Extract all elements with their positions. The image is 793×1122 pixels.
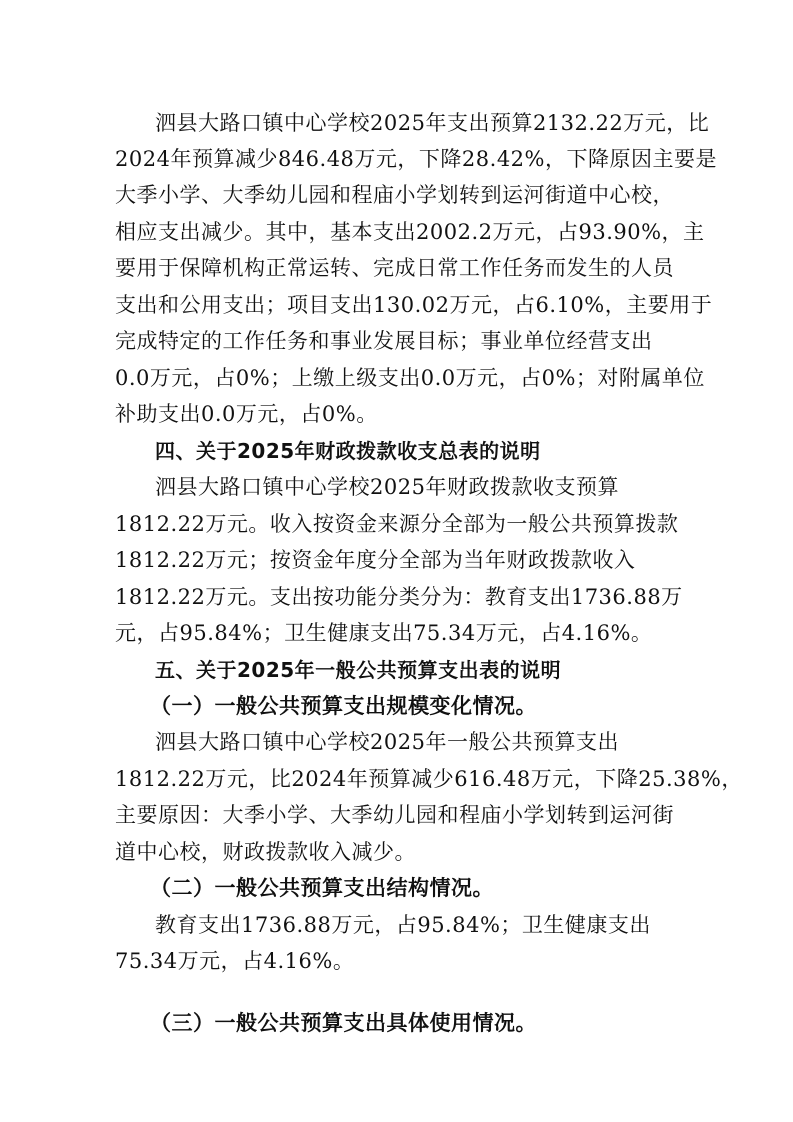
paragraph-line: 0.0万元，占0%；上缴上级支出0.0万元，占0%；对附属单位 [115,366,705,390]
paragraph-line: 完成特定的工作任务和事业发展目标；事业单位经营支出 [115,329,653,353]
paragraph-line: 泗县大路口镇中心学校2025年支出预算2132.22万元，比 [155,111,710,135]
paragraph-line: 1812.22万元，比2024年预算减少616.48万元，下降25.38%， [115,767,743,791]
paragraph-line: 主要原因：大季小学、大季幼儿园和程庙小学划转到运河街 [115,803,674,827]
subsection-heading: （一）一般公共预算支出规模变化情况。 [150,693,537,718]
paragraph-line: 1812.22万元；按资金年度分全部为当年财政拨款收入 [115,548,636,572]
section-heading: 四、关于2025年财政拨款收支总表的说明 [155,439,541,463]
section-heading: 五、关于2025年一般公共预算支出表的说明 [155,658,562,682]
paragraph-line: 元，占95.84%；卫生健康支出75.34万元，占4.16%。 [115,621,653,645]
paragraph-line: 1812.22万元。支出按功能分类分为：教育支出1736.88万 [115,585,683,609]
paragraph-line: 教育支出1736.88万元，占95.84%；卫生健康支出 [155,913,651,937]
paragraph-line: 泗县大路口镇中心学校2025年财政拨款收支预算 [155,475,619,499]
paragraph-line: 道中心校，财政拨款收入减少。 [115,840,416,864]
subsection-heading: （二）一般公共预算支出结构情况。 [150,875,494,900]
paragraph-line: 要用于保障机构正常运转、完成日常工作任务而发生的人员 [115,256,674,280]
paragraph-line: 1812.22万元。收入按资金来源分全部为一般公共预算拨款 [115,512,679,536]
paragraph-line: 2024年预算减少846.48万元，下降28.42%，下降原因主要是 [115,147,717,171]
paragraph-line: 相应支出减少。其中，基本支出2002.2万元，占93.90%，主 [115,220,705,244]
paragraph-line: 泗县大路口镇中心学校2025年一般公共预算支出 [155,730,619,754]
paragraph-line: 大季小学、大季幼儿园和程庙小学划转到运河街道中心校， [115,183,674,207]
subsection-heading: （三）一般公共预算支出具体使用情况。 [150,1010,537,1035]
paragraph-line: 支出和公用支出；项目支出130.02万元，占6.10%，主要用于 [115,293,713,317]
paragraph-line: 补助支出0.0万元，占0%。 [115,402,378,426]
paragraph-line: 75.34万元，占4.16%。 [115,949,355,973]
